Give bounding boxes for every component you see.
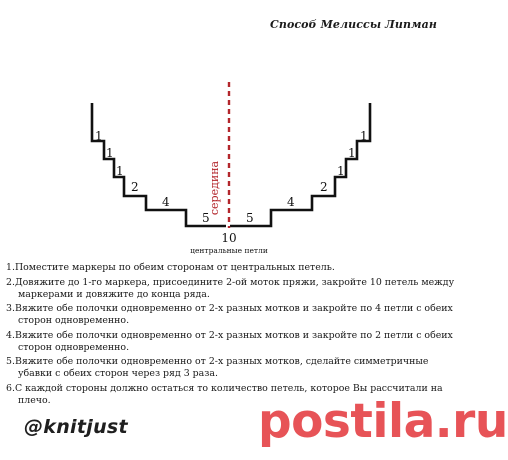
left-step-label: 2 <box>131 180 139 194</box>
instruction-step: 3.Вяжите обе полочки одновременно от 2-х разных мотков и закройте по 4 петли с обеих сторон одновременно. <box>6 303 453 327</box>
instruction-step: 6.С каждой стороны должно остаться то количество петель, которое Вы рассчитали на плечо. <box>6 382 443 406</box>
left-step-label: 1 <box>116 164 124 178</box>
left-step-label: 5 <box>202 211 210 225</box>
right-step-label: 1 <box>360 129 368 143</box>
center-stitch-caption: центральные петли <box>190 246 268 255</box>
center-stitch-count: 10 <box>221 231 237 245</box>
right-neckline-steps <box>230 103 370 226</box>
right-step-label: 2 <box>320 180 328 194</box>
instruction-list <box>6 262 456 410</box>
left-neckline-steps <box>92 103 226 226</box>
left-step-label: 1 <box>106 146 114 160</box>
left-step-label: 1 <box>95 129 103 143</box>
instruction-step: 5.Вяжите обе полочки одновременно от 2-х разных мотков, сделайте симметричные убавки с обеих сторон через ряд 3 раза. <box>6 356 429 380</box>
instruction-step: 4.Вяжите обе полочки одновременно от 2-х разных мотков и закройте по 2 петли с обеих сторон одновременно. <box>6 329 453 353</box>
right-step-label: 5 <box>246 211 254 225</box>
left-step-label: 4 <box>162 195 170 209</box>
postila-watermark: postila.ru <box>258 394 508 449</box>
author-handle: @knitjust <box>24 416 128 438</box>
center-label: середина <box>208 160 221 216</box>
right-step-label: 1 <box>348 146 356 160</box>
instruction-step: 2.Довяжите до 1-го маркера, присоедините 2-ой моток пряжи, закройте 10 петель между маркерами и довяжите до конца ряда. <box>6 276 455 300</box>
instruction-step: 1.Поместите маркеры по обеим сторонам от центральных петель. <box>6 262 335 273</box>
right-step-label: 1 <box>337 164 345 178</box>
neckline-diagram <box>0 70 460 265</box>
right-step-label: 4 <box>287 195 295 209</box>
diagram-title: Способ Мелиссы Липман <box>270 18 437 31</box>
